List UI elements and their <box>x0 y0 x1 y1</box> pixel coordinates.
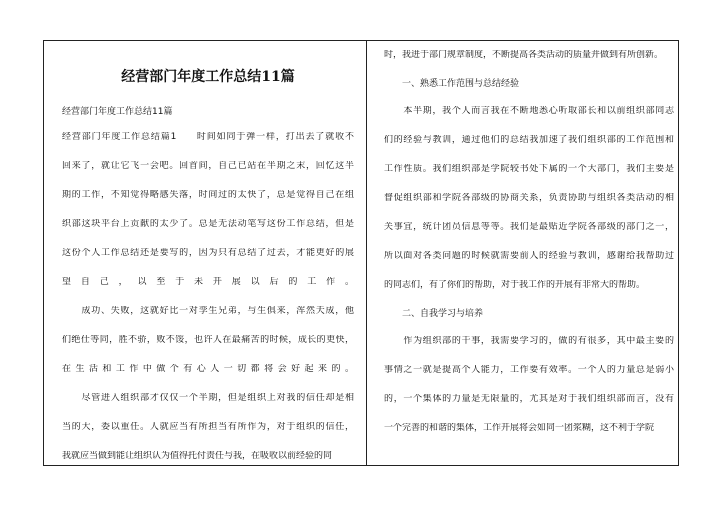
right-section-2-line: 事情之一就是提高个人能力，工作要有效率。一个人的力量总是弱小 <box>384 365 674 375</box>
left-body-line: 这份个人工作总结还是要写的，因为只有总结了过去，才能更好的展 <box>62 248 354 258</box>
right-intro-line: 时，我进于部门规章制度，不断提高各类活动的质量并做到有所创新。 <box>384 50 664 60</box>
left-body <box>62 132 354 462</box>
left-column <box>62 50 354 480</box>
left-body-line: 经营部门年度工作总结篇1 时间如同于弹一样，打出去了就收不 <box>62 132 354 142</box>
section-heading-1: 一、熟悉工作范围与总结经验 <box>402 79 520 89</box>
column-divider <box>366 40 367 466</box>
right-section-1-line: 本半期，我个人而言我在不断地悉心听取部长和以前组织部同志 <box>384 106 674 116</box>
right-column <box>384 50 674 452</box>
left-body-line: 期的工作，不知觉得略感失落，时间过的太快了，总是觉得自己在组 <box>62 190 354 200</box>
left-body-line: 们绝仕等同，胜不骄，败不馁，也许人在最痛苦的时候，成长的更快， <box>62 335 354 345</box>
right-body-section-1 <box>384 106 674 291</box>
section-heading-2: 二、自我学习与培养 <box>402 309 484 319</box>
document-title: 经营部门年度工作总结11篇 <box>121 69 295 85</box>
left-body-line: 成功、失败，这就好比一对孪生兄弟，与生俱来，浑然天成，他 <box>62 306 354 316</box>
left-body-line: 我就应当做到能让组织认为值得托付责任与我，在吸收以前经验的同 <box>62 451 333 461</box>
right-section-1-line: 工作性质。我们组织部是学院较书处下属的一个大部门，我们主要是 <box>384 164 674 174</box>
right-section-1-line: 们的经验与教训，通过他们的总结我加速了我们组织部的工作范围和 <box>384 135 674 145</box>
document-subtitle: 经营部门年度工作总结11篇 <box>62 107 173 117</box>
right-section-2-line: 的，一个集体的力量是无限量的，尤其是对于我们组织部而言，没有 <box>384 394 674 404</box>
right-section-1-line: 的同志们，有了你们的帮助，对于我工作的开展有非常大的帮助。 <box>384 280 646 290</box>
right-section-1-line: 所以面对各类问题的时候就需要前人的经验与教训，感谢给我帮助过 <box>384 251 674 261</box>
right-section-1-line: 关事宜，统计团员信息等等。我们是最贴近学院各部级的部门之一， <box>384 222 674 232</box>
right-body-section-2 <box>384 336 674 434</box>
left-body-line: 在生活和工作中做个有心人一切都将会好起来的。 <box>62 364 354 374</box>
left-body-line: 回来了，就让它飞一会吧。回首间，自己已站在半期之末，回忆这半 <box>62 161 354 171</box>
right-body-intro <box>384 50 674 61</box>
left-body-line: 望自己，以至于未开展以后的工作。 <box>62 277 354 287</box>
left-body-line: 织部这块平台上贡献的太少了。总是无法动笔写这份工作总结，但是 <box>62 219 354 229</box>
right-section-2-line: 作为组织部的干事，我需要学习的，做的有很多，其中最主要的 <box>384 336 674 346</box>
right-section-1-line: 督促组织部和学院各部级的协商关系，负责协助与组织各类活动的相 <box>384 193 674 203</box>
right-section-2-line: 一个完善的和谐的集体，工作开展将会如同一团浆糊，这不利于学院 <box>384 423 655 433</box>
left-body-line: 当的大，委以重任。人就应当有所担当有所作为，对于组织的信任， <box>62 422 354 432</box>
left-body-line: 尽管进入组织部才仅仅一个半期，但是组织上对我的信任却是相 <box>62 393 354 403</box>
